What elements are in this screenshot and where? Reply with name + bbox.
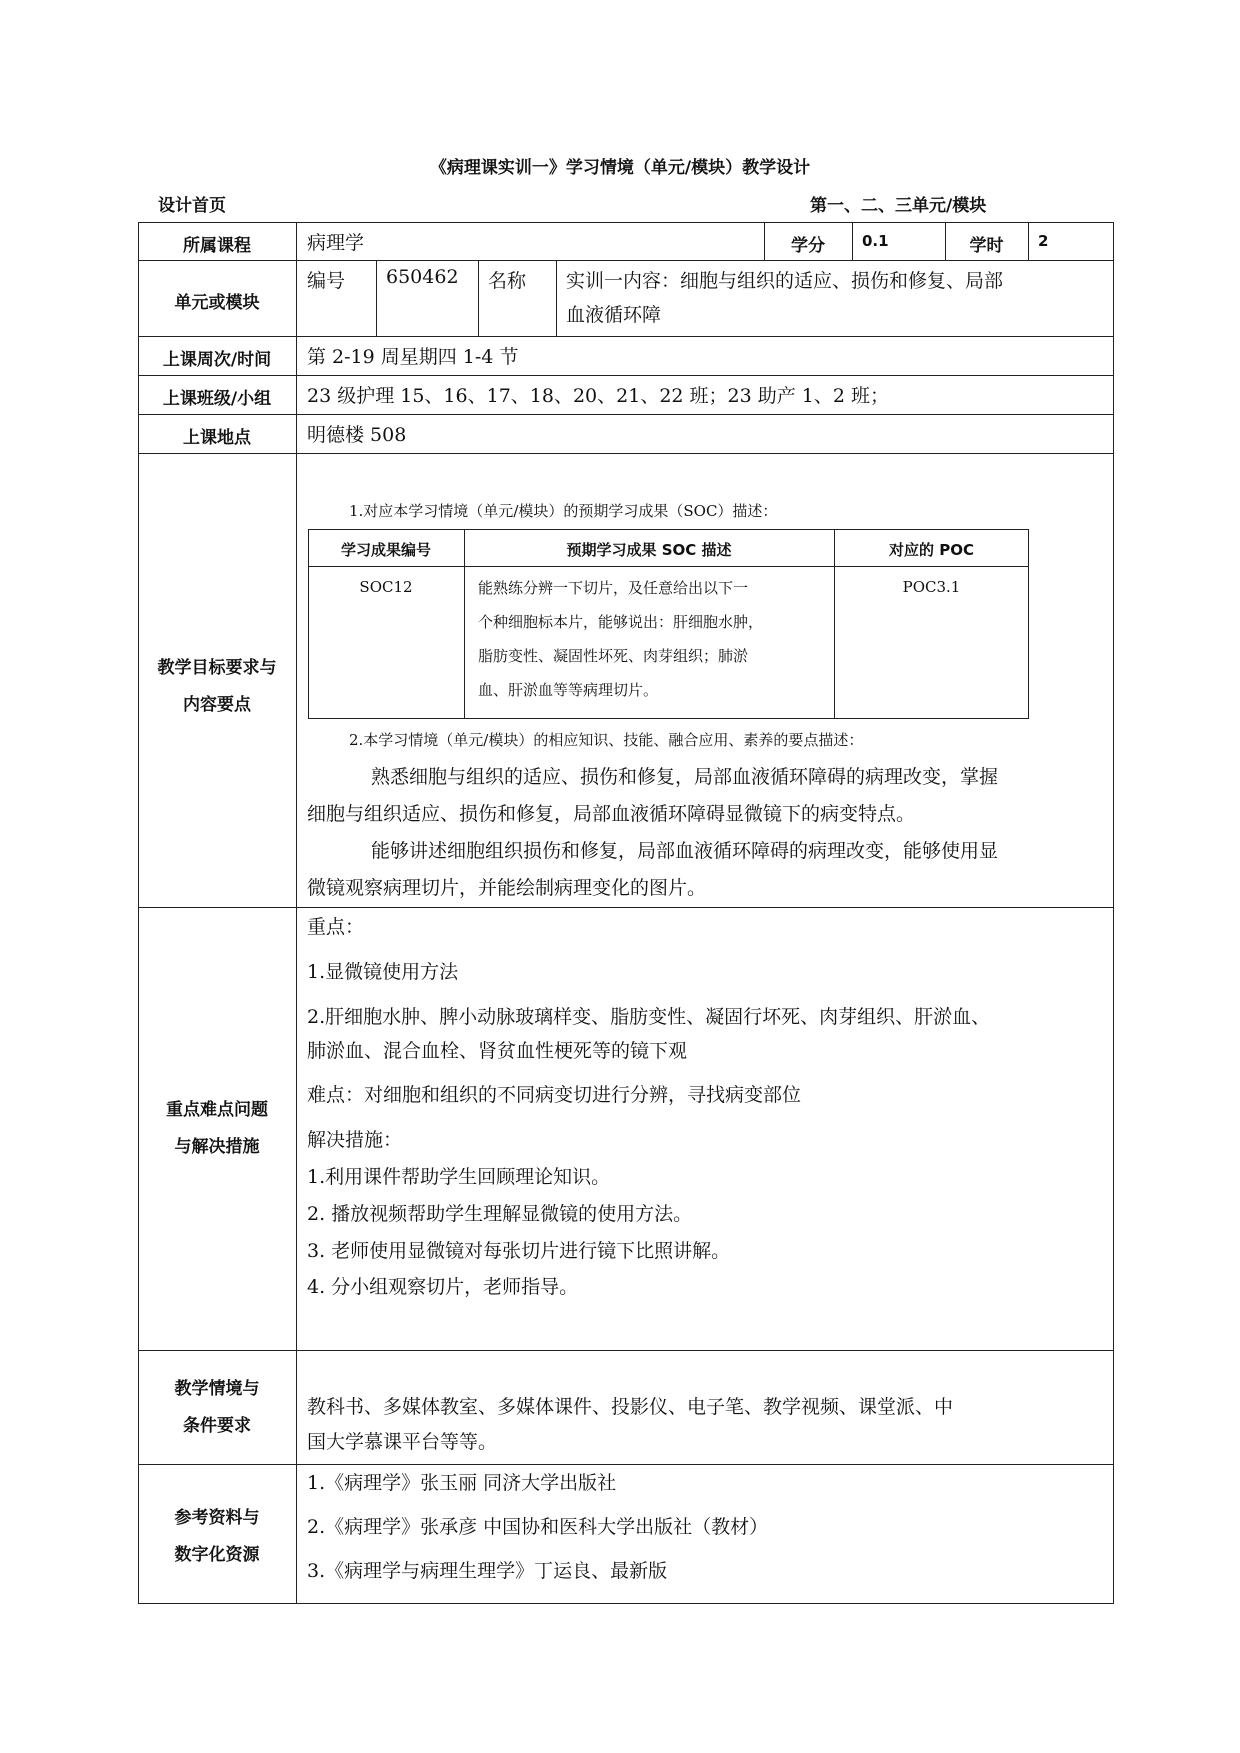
cell-divider (1028, 222, 1029, 260)
cell-divider (556, 260, 557, 336)
references-label-line: 数字化资源 (174, 1545, 260, 1565)
row-divider (138, 375, 1114, 376)
references-label (138, 1500, 296, 1574)
credit-label: 学分 (791, 236, 825, 256)
objectives-paragraph-line: 熟悉细胞与组织的适应、损伤和修复，局部血液循环障碍的病理改变，掌握 (371, 766, 999, 788)
unit-code-label: 编号 (307, 270, 346, 292)
course-value: 病理学 (307, 232, 365, 254)
keypoints-line: 解决措施： (307, 1129, 403, 1151)
soc-desc-line: 能熟练分辨一下切片，及任意给出以下一 (478, 579, 749, 597)
reference-item: 1.《病理学》张玉丽 同济大学出版社 (307, 1472, 617, 1494)
keypoints-line: 2. 播放视频帮助学生理解显微镜的使用方法。 (307, 1203, 693, 1225)
conditions-content (307, 1392, 1107, 1462)
course-label: 所属课程 (183, 236, 251, 256)
row-divider (138, 414, 1114, 415)
keypoints-content (307, 910, 1107, 1350)
row-divider (138, 1464, 1114, 1465)
keypoints-line: 难点：对细胞和组织的不同病变切进行分辨，寻找病变部位 (307, 1084, 802, 1106)
conditions-line: 教科书、多媒体教室、多媒体课件、投影仪、电子笔、教学视频、课堂派、中 (307, 1396, 954, 1418)
cell-divider (478, 260, 479, 336)
keypoints-label-line: 重点难点问题 (166, 1100, 268, 1120)
schedule-value: 第 2-19 周星期四 1-4 节 (307, 346, 519, 368)
classes-value: 23 级护理 15、16、17、18、20、21、22 班；23 助产 1、2 班； (307, 385, 890, 407)
conditions-line: 国大学慕课平台等等。 (307, 1431, 498, 1453)
soc-desc-line: 个种细胞标本片，能够说出：肝细胞水肿， (478, 613, 764, 631)
keypoints-line: 1.利用课件帮助学生回顾理论知识。 (307, 1166, 611, 1188)
keypoints-line: 肺淤血、混合血栓、肾贫血性梗死等的镜下观 (307, 1040, 688, 1062)
unit-name-line: 血液循环障 (566, 304, 662, 326)
soc-header-desc: 预期学习成果 SOC 描述 (566, 541, 732, 559)
row-divider (138, 1350, 1114, 1351)
hours-label: 学时 (969, 236, 1004, 256)
reference-item: 2.《病理学》张承彦 中国协和医科大学出版社（教材） (307, 1516, 769, 1538)
document-title: 《病理课实训一》学习情境（单元/模块）教学设计 (429, 158, 811, 178)
hours-value: 2 (1038, 232, 1049, 250)
objectives-paragraph-line: 细胞与组织适应、损伤和修复，局部血液循环障碍显微镜下的病变特点。 (307, 803, 916, 825)
soc-desc-cell (478, 577, 828, 713)
cell-divider (376, 260, 377, 336)
keypoints-label (138, 1092, 296, 1166)
unit-name-label: 名称 (488, 270, 527, 292)
location-value: 明德楼 508 (307, 424, 407, 446)
credit-value: 0.1 (862, 232, 889, 250)
keypoints-line: 重点： (307, 916, 365, 938)
keypoints-line: 4. 分小组观察切片，老师指导。 (307, 1276, 579, 1298)
row-divider (138, 453, 1114, 454)
conditions-label-line: 教学情境与 (174, 1379, 260, 1399)
header-left: 设计首页 (158, 196, 226, 216)
soc-desc-line: 血、肝淤血等等病理切片。 (478, 681, 659, 699)
conditions-label (138, 1371, 296, 1445)
schedule-label: 上课周次/时间 (162, 350, 272, 370)
header-right: 第一、二、三单元/模块 (810, 196, 987, 216)
objectives-paragraph-line: 微镜观察病理切片，并能绘制病理变化的图片。 (307, 877, 707, 899)
keypoints-line: 2.肝细胞水肿、脾小动脉玻璃样变、脂肪变性、凝固行坏死、肉芽组织、肝淤血、 (307, 1006, 991, 1028)
soc-id-cell: SOC12 (359, 578, 413, 596)
objectives-paragraph-line: 能够讲述细胞组织损伤和修复，局部血液循环障碍的病理改变，能够使用显 (371, 840, 999, 862)
objectives-intro: 1.对应本学习情境（单元/模块）的预期学习成果（SOC）描述： (349, 502, 778, 520)
classes-label: 上课班级/小组 (162, 389, 272, 409)
references-label-line: 参考资料与 (174, 1508, 260, 1528)
unit-label: 单元或模块 (174, 293, 260, 313)
keypoints-line: 3. 老师使用显微镜对每张切片进行镜下比照讲解。 (307, 1240, 731, 1262)
label-column-divider (296, 222, 297, 1604)
soc-header-id: 学习成果编号 (340, 541, 431, 559)
objectives-label-line: 内容要点 (183, 695, 251, 715)
objectives-label-line: 教学目标要求与 (157, 658, 277, 678)
unit-name-line: 实训一内容：细胞与组织的适应、损伤和修复、局部 (566, 270, 1004, 292)
soc-header-poc: 对应的 POC (889, 541, 974, 559)
row-divider (138, 336, 1114, 337)
unit-name-value (566, 266, 1111, 332)
soc-table-divider (308, 566, 1029, 567)
objectives-label (138, 650, 296, 724)
cell-divider (852, 222, 853, 260)
keypoints-line: 1.显微镜使用方法 (307, 961, 459, 983)
references-content (307, 1466, 1107, 1602)
reference-item: 3.《病理学与病理生理学》丁运良、最新版 (307, 1560, 668, 1582)
objectives-point2: 2.本学习情境（单元/模块）的相应知识、技能、融合应用、素养的要点描述： (349, 731, 864, 749)
soc-desc-line: 脂肪变性、凝固性坏死、肉芽组织；肺淤 (478, 647, 749, 665)
location-label: 上课地点 (183, 428, 251, 448)
objectives-paragraph-1 (307, 762, 1107, 838)
keypoints-label-line: 与解决措施 (174, 1137, 260, 1157)
unit-code-value: 650462 (386, 266, 459, 288)
conditions-label-line: 条件要求 (183, 1416, 251, 1436)
row-divider (138, 260, 1114, 261)
soc-poc-cell: POC3.1 (902, 578, 961, 596)
objectives-paragraph-2 (307, 836, 1107, 912)
